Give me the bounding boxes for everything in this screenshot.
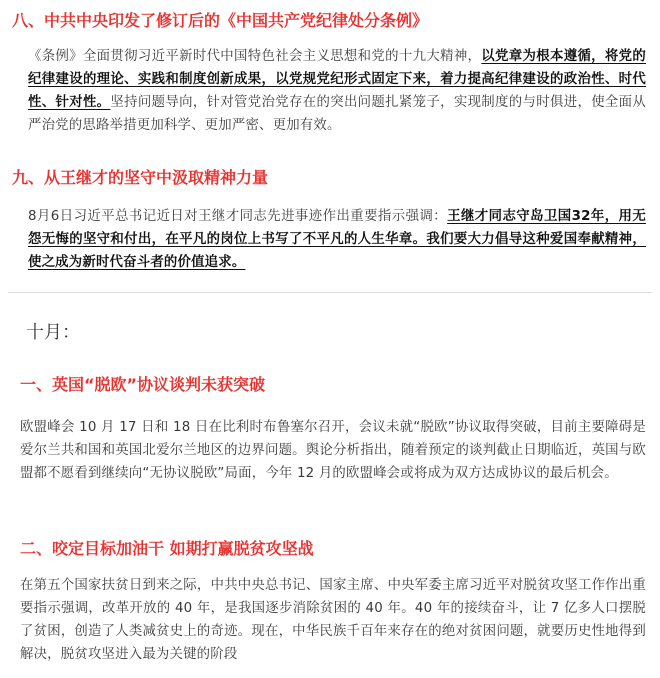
section-body-8 bbox=[28, 45, 646, 137]
section-heading-8: 八、中共中央印发了修订后的《中国共产党纪律处分条例》 bbox=[12, 11, 429, 30]
emphasized-text: 以党章为根本遵循，将党的纪律建设的理论、实践和制度创新成果，以党规党纪形式固定下来，着力提高纪律建设的政治性、时代性、针对性。 bbox=[28, 49, 646, 110]
section-body-9 bbox=[28, 205, 646, 274]
october-body-1: 欧盟峰会 10 月 17 日和 18 日在比利时布鲁塞尔召开，会议未就“脱欧”协议取得突破，目前主要障碍是爱尔兰共和国和英国北爱尔兰地区的边界问题。舆论分析指出，随着预定的谈判截止日期临近，英国与欧盟都不愿看到继续向“无协议脱欧”局面，今年 12 月的欧盟峰会或将成为双方达成协议的最后机会。 bbox=[20, 420, 646, 481]
body-text: 《条例》全面贯彻习近平新时代中国特色社会主义思想和党的十九大精神， bbox=[28, 49, 482, 64]
october-heading-2: 二、咬定目标加油干 如期打赢脱贫攻坚战 bbox=[20, 539, 314, 558]
body-text: 8月6日习近平总书记近日对王继才同志先进事迹作出重要指示强调： bbox=[28, 209, 448, 224]
section-heading-9: 九、从王继才的坚守中汲取精神力量 bbox=[12, 168, 269, 187]
october-body-2: 在第五个国家扶贫日到来之际，中共中央总书记、国家主席、中央军委主席习近平对脱贫攻坚工作作出重要指示强调，改革开放的 40 年，是我国逐步消除贫困的 40 年。40 年的接续奋斗，让 7 亿多人口摆脱了贫困，创造了人类减贫史上的奇迹。现在，中华民族千百年来存在的绝对贫困问题，就要历史性地得到解决，脱贫攻坚进入最为关键的阶段 bbox=[20, 578, 646, 662]
divider bbox=[8, 292, 652, 293]
month-label: 十月： bbox=[26, 322, 80, 343]
body-text: 坚持问题导向，针对管党治党存在的突出问题扎紧笼子，实现制度的与时俱进，使全面从严治党的思路举措更加科学、更加严密、更加有效。 bbox=[28, 95, 646, 133]
october-heading-1: 一、英国“脱欧”协议谈判未获突破 bbox=[20, 375, 266, 394]
emphasized-text: 王继才同志守岛卫国32年，用无怨无悔的坚守和付出，在平凡的岗位上书写了不平凡的人生华章。我们要大力倡导这种爱国奉献精神，使之成为新时代奋斗者的价值追求。 bbox=[28, 209, 646, 270]
